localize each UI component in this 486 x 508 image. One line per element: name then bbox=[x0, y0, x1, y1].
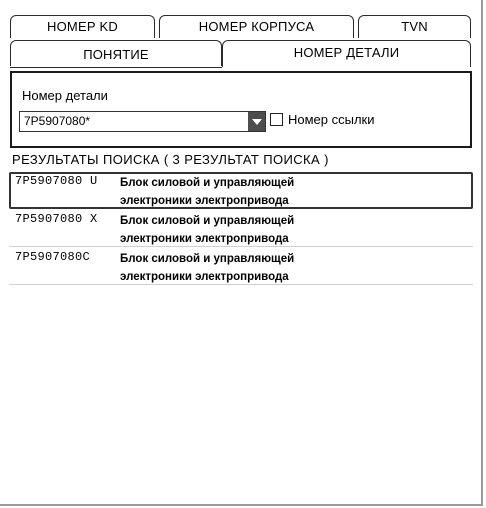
result-description-line2: электроники электропривода bbox=[120, 195, 289, 207]
result-description bbox=[120, 250, 294, 286]
result-description-line1: Блок силовой и управляющей bbox=[120, 215, 295, 227]
result-description-line2: электроники электропривода bbox=[120, 233, 289, 245]
reference-number-checkbox[interactable] bbox=[270, 113, 283, 126]
search-panel bbox=[10, 71, 472, 148]
row-separator bbox=[9, 246, 473, 247]
result-description-line1: Блок силовой и управляющей bbox=[120, 177, 295, 189]
part-number-input[interactable]: 7P5907080* bbox=[24, 114, 91, 128]
result-row[interactable] bbox=[9, 248, 473, 285]
tab-part-number[interactable]: НОМЕР ДЕТАЛИ bbox=[222, 40, 471, 67]
tab-concept[interactable]: ПОНЯТИЕ bbox=[10, 40, 222, 66]
result-row[interactable] bbox=[9, 172, 473, 209]
result-description-line2: электроники электропривода bbox=[120, 271, 289, 283]
result-part-number: 7P5907080C bbox=[15, 250, 91, 264]
result-description-line1: Блок силовой и управляющей bbox=[120, 253, 295, 265]
result-description bbox=[120, 174, 294, 210]
result-part-number: 7P5907080 U bbox=[15, 174, 98, 188]
results-title: РЕЗУЛЬТАТЫ ПОИСКА ( 3 РЕЗУЛЬТАТ ПОИСКА ) bbox=[12, 152, 329, 167]
part-number-combobox[interactable] bbox=[19, 111, 266, 132]
tab-tvn[interactable]: TVN bbox=[358, 15, 471, 38]
row-separator bbox=[9, 284, 473, 285]
result-description bbox=[120, 212, 294, 248]
tab-underline bbox=[10, 67, 222, 68]
tab-body-number[interactable]: НОМЕР КОРПУСА bbox=[159, 15, 354, 38]
result-row[interactable] bbox=[9, 210, 473, 247]
tab-kd-number[interactable]: НОМЕР KD bbox=[10, 15, 155, 38]
part-number-label: Номер детали bbox=[22, 88, 108, 103]
result-part-number: 7P5907080 X bbox=[15, 212, 98, 226]
reference-number-label[interactable]: Номер ссылки bbox=[288, 112, 375, 127]
chevron-down-icon[interactable] bbox=[248, 112, 265, 131]
